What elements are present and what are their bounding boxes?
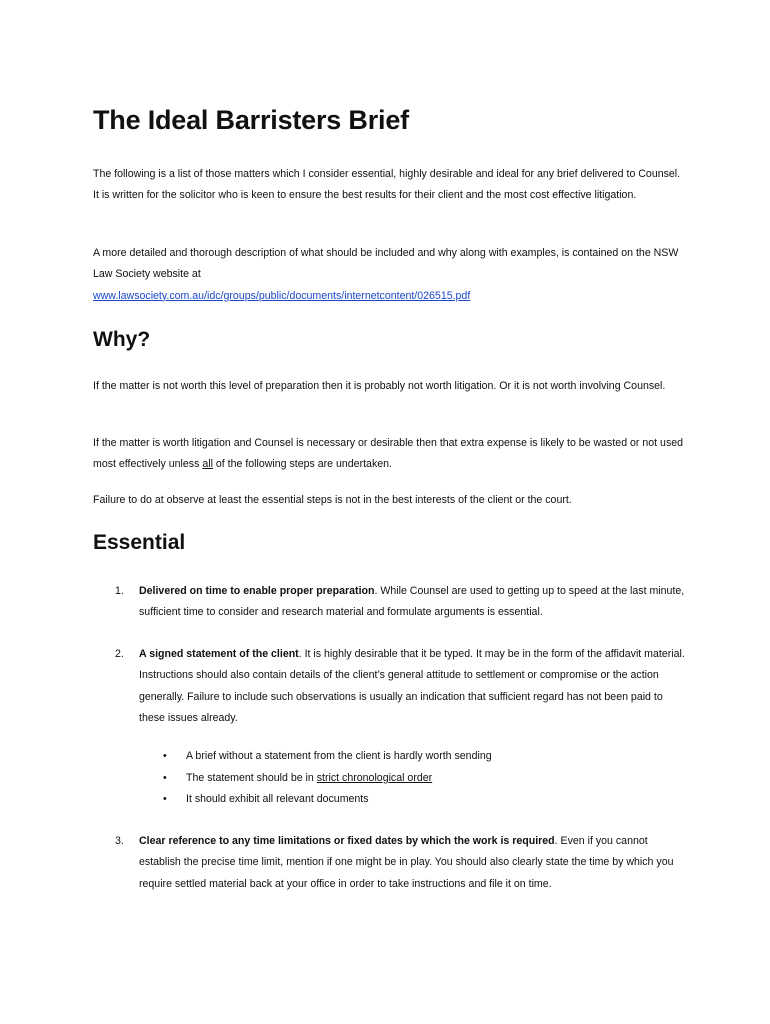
why-paragraph-1: If the matter is not worth this level of preparation then it is probably not worth litigation. Or it is not worth involving Counsel. [93, 380, 666, 392]
bullet-item-1 [93, 746, 685, 767]
bullet-text: It should exhibit all relevant documents [186, 793, 369, 805]
why-paragraph-2-underlined: all [202, 458, 213, 471]
why-paragraph-2-after: of the following steps are undertaken. [212, 458, 392, 471]
bullet-text: A brief without a statement from the client is hardly worth sending [186, 750, 492, 762]
essential-item-1 [93, 581, 685, 624]
bullet-text [186, 768, 685, 789]
bullet-text-before: The statement should be in [186, 772, 317, 784]
item-number: 3. [115, 835, 124, 847]
section-heading-essential: Essential [93, 531, 186, 554]
bullet-text-underlined: strict chronological order [316, 772, 433, 784]
why-paragraph-2-before: If the matter is worth litigation and Counsel is necessary or desirable then that extra expense is likely to be wasted or not used most effectively unless [93, 437, 684, 471]
item-bold-text: A signed statement of the client [139, 648, 299, 660]
essential-item-2 [93, 644, 685, 729]
item-text: . It is highly desirable that it be typed. It may be in the form of the affidavit material. Instructions should also contain details of the client’s general attitude to settlement or compromise or the action generally. Failure to include such observations is usually an indication that sufficient regard has not been paid to these issues already. [139, 648, 685, 724]
bullet-icon: • [163, 772, 167, 784]
document-title: The Ideal Barristers Brief [93, 105, 409, 135]
essential-item-3 [93, 831, 685, 895]
item-number: 1. [115, 585, 124, 597]
item-bold-text: Clear reference to any time limitations or fixed dates by which the work is required [139, 835, 555, 847]
law-society-link[interactable]: www.lawsociety.com.au/idc/groups/public/documents/internetcontent/026515.pdf [93, 289, 471, 302]
section-heading-why: Why? [93, 328, 151, 351]
intro-paragraph-1: The following is a list of those matters which I consider essential, highly desirable and ideal for any brief delivered to Counsel. It is written for the solicitor who is keen to ensure the best results for their client and the most cost effective litigation. [93, 168, 681, 202]
why-paragraph-3: Failure to do at observe at least the essential steps is not in the best interests of the client or the court. [93, 494, 572, 506]
item-text: . Even if you cannot establish the precise time limit, mention if one might be in play. You should also clearly state the time by which you require settled material back at your office in order to take instructions and file it on time. [139, 835, 674, 890]
item-bold-text: Delivered on time to enable proper preparation [139, 585, 375, 597]
bullet-icon: • [163, 750, 167, 762]
bullet-icon: • [163, 793, 167, 805]
item-text: . While Counsel are used to getting up to speed at the last minute, sufficient time to consider and research material and formulate arguments is essential. [139, 585, 685, 619]
intro-paragraph-2-text: A more detailed and thorough description of what should be included and why along with examples, is contained on the NSW Law Society website at [93, 247, 679, 281]
bullet-item-2 [93, 768, 685, 789]
item-number: 2. [115, 648, 124, 660]
bullet-item-3 [93, 789, 685, 810]
intro-paragraph-2 [93, 243, 685, 307]
why-paragraph-2 [93, 433, 685, 476]
